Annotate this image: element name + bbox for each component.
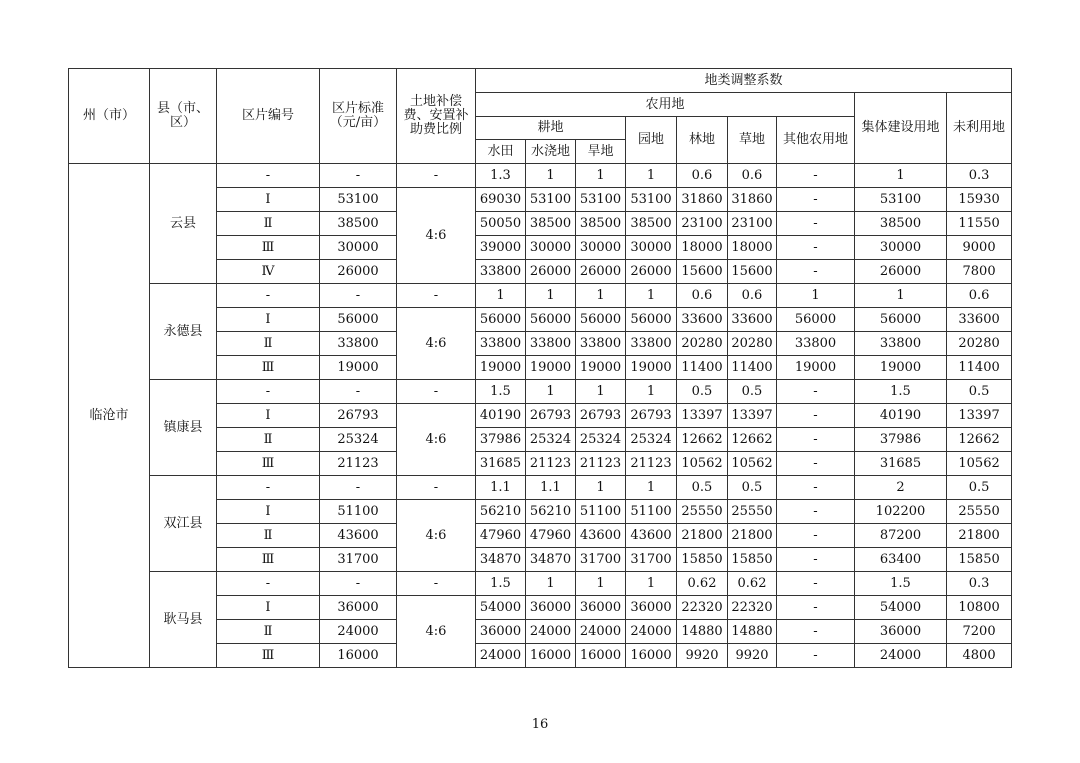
zone-std-cell: 25324 xyxy=(320,428,397,452)
value-cell: 11400 xyxy=(728,356,777,380)
coef-cell: 0.62 xyxy=(677,572,728,596)
header-forest: 林地 xyxy=(677,117,728,164)
value-cell: 16000 xyxy=(526,644,576,668)
value-cell: 12662 xyxy=(677,428,728,452)
coef-cell: 1 xyxy=(526,164,576,188)
header-arable: 耕地 xyxy=(476,117,626,140)
coef-cell: - xyxy=(777,476,855,500)
value-cell: 33800 xyxy=(476,332,526,356)
value-cell: 12662 xyxy=(947,428,1012,452)
value-cell: 9920 xyxy=(728,644,777,668)
value-cell: 31700 xyxy=(576,548,626,572)
value-cell: 24000 xyxy=(476,644,526,668)
zone-id-cell: Ⅰ xyxy=(217,308,320,332)
value-cell: 33800 xyxy=(777,332,855,356)
value-cell: 69030 xyxy=(476,188,526,212)
zone-std-cell: 51100 xyxy=(320,500,397,524)
header-county: 县（市、区） xyxy=(150,69,217,164)
value-cell: 33800 xyxy=(526,332,576,356)
coef-cell: - xyxy=(320,572,397,596)
value-cell: 63400 xyxy=(855,548,947,572)
zone-std-cell: 21123 xyxy=(320,452,397,476)
coef-row xyxy=(69,572,1012,596)
value-cell: 20280 xyxy=(947,332,1012,356)
value-cell: 51100 xyxy=(626,500,677,524)
value-cell: 11400 xyxy=(947,356,1012,380)
value-cell: 30000 xyxy=(576,236,626,260)
value-cell: 33600 xyxy=(947,308,1012,332)
coef-cell: 0.5 xyxy=(947,380,1012,404)
value-cell: 24000 xyxy=(626,620,677,644)
value-cell: - xyxy=(777,500,855,524)
value-cell: 21123 xyxy=(526,452,576,476)
coef-cell: 1 xyxy=(626,380,677,404)
value-cell: 39000 xyxy=(476,236,526,260)
coef-cell: 1.1 xyxy=(476,476,526,500)
header-collective: 集体建设用地 xyxy=(855,93,947,164)
value-cell: 26793 xyxy=(526,404,576,428)
value-cell: 33800 xyxy=(576,332,626,356)
value-cell: 12662 xyxy=(728,428,777,452)
zone-std-cell: 19000 xyxy=(320,356,397,380)
coef-cell: - xyxy=(397,380,476,404)
zone-id-cell: Ⅰ xyxy=(217,596,320,620)
coef-cell: - xyxy=(320,476,397,500)
coef-cell: 1 xyxy=(777,284,855,308)
value-cell: 43600 xyxy=(626,524,677,548)
coef-cell: - xyxy=(217,476,320,500)
value-cell: 25550 xyxy=(947,500,1012,524)
value-cell: 19000 xyxy=(576,356,626,380)
value-cell: 50050 xyxy=(476,212,526,236)
value-cell: 38500 xyxy=(576,212,626,236)
value-cell: 31860 xyxy=(677,188,728,212)
value-cell: 34870 xyxy=(526,548,576,572)
value-cell: 56000 xyxy=(576,308,626,332)
coef-cell: 1.1 xyxy=(526,476,576,500)
zone-id-cell: Ⅱ xyxy=(217,332,320,356)
header-prefecture: 州（市） xyxy=(69,69,150,164)
ratio-cell: 4:6 xyxy=(397,404,476,476)
coef-cell: 1 xyxy=(626,284,677,308)
coef-cell: 1 xyxy=(576,572,626,596)
zone-id-cell: Ⅱ xyxy=(217,428,320,452)
value-cell: 20280 xyxy=(728,332,777,356)
coef-row xyxy=(69,284,1012,308)
header-grass: 草地 xyxy=(728,117,777,164)
zone-id-cell: Ⅰ xyxy=(217,500,320,524)
value-cell: 4800 xyxy=(947,644,1012,668)
value-cell: 25324 xyxy=(626,428,677,452)
value-cell: 14880 xyxy=(728,620,777,644)
value-cell: 21800 xyxy=(677,524,728,548)
zone-std-cell: 30000 xyxy=(320,236,397,260)
value-cell: 13397 xyxy=(947,404,1012,428)
coef-cell: 1 xyxy=(576,284,626,308)
value-cell: - xyxy=(777,452,855,476)
zone-id-cell: Ⅲ xyxy=(217,548,320,572)
value-cell: 31685 xyxy=(855,452,947,476)
value-cell: 10800 xyxy=(947,596,1012,620)
value-cell: 24000 xyxy=(576,620,626,644)
value-cell: - xyxy=(777,548,855,572)
value-cell: 9920 xyxy=(677,644,728,668)
value-cell: - xyxy=(777,428,855,452)
header-garden: 园地 xyxy=(626,117,677,164)
value-cell: 22320 xyxy=(728,596,777,620)
value-cell: 24000 xyxy=(855,644,947,668)
coef-cell: 1 xyxy=(855,284,947,308)
value-cell: 22320 xyxy=(677,596,728,620)
value-cell: 40190 xyxy=(855,404,947,428)
header-coef: 地类调整系数 xyxy=(476,69,1012,93)
coef-row xyxy=(69,476,1012,500)
coef-cell: 0.3 xyxy=(947,164,1012,188)
value-cell: 15930 xyxy=(947,188,1012,212)
value-cell: - xyxy=(777,524,855,548)
value-cell: 15600 xyxy=(677,260,728,284)
county-cell: 镇康县 xyxy=(150,380,217,476)
value-cell: - xyxy=(777,620,855,644)
coef-cell: - xyxy=(320,164,397,188)
value-cell: 31860 xyxy=(728,188,777,212)
value-cell: 18000 xyxy=(677,236,728,260)
ratio-cell: 4:6 xyxy=(397,500,476,572)
value-cell: 34870 xyxy=(476,548,526,572)
value-cell: 31700 xyxy=(626,548,677,572)
value-cell: 36000 xyxy=(855,620,947,644)
value-cell: 15850 xyxy=(677,548,728,572)
value-cell: 15850 xyxy=(947,548,1012,572)
value-cell: - xyxy=(777,236,855,260)
value-cell: 25324 xyxy=(526,428,576,452)
coef-cell: - xyxy=(397,164,476,188)
value-cell: 13397 xyxy=(677,404,728,428)
zone-std-cell: 56000 xyxy=(320,308,397,332)
value-cell: 38500 xyxy=(626,212,677,236)
value-cell: 15850 xyxy=(728,548,777,572)
coef-cell: 1 xyxy=(526,284,576,308)
coef-row xyxy=(69,380,1012,404)
value-cell: 56000 xyxy=(476,308,526,332)
value-cell: - xyxy=(777,644,855,668)
value-cell: 47960 xyxy=(526,524,576,548)
coef-cell: 1.5 xyxy=(855,380,947,404)
coef-cell: 1 xyxy=(626,476,677,500)
value-cell: 21800 xyxy=(728,524,777,548)
value-cell: 26793 xyxy=(576,404,626,428)
coef-cell: - xyxy=(777,164,855,188)
value-cell: 87200 xyxy=(855,524,947,548)
zone-id-cell: Ⅲ xyxy=(217,356,320,380)
value-cell: 26000 xyxy=(526,260,576,284)
zone-std-cell: 33800 xyxy=(320,332,397,356)
value-cell: 56210 xyxy=(476,500,526,524)
value-cell: 102200 xyxy=(855,500,947,524)
coef-cell: 2 xyxy=(855,476,947,500)
value-cell: 36000 xyxy=(526,596,576,620)
zone-id-cell: Ⅰ xyxy=(217,404,320,428)
zone-std-cell: 24000 xyxy=(320,620,397,644)
value-cell: 53100 xyxy=(526,188,576,212)
county-cell: 云县 xyxy=(150,164,217,284)
value-cell: 14880 xyxy=(677,620,728,644)
page-number: 16 xyxy=(531,717,549,732)
value-cell: 37986 xyxy=(855,428,947,452)
value-cell: - xyxy=(777,596,855,620)
value-cell: 53100 xyxy=(626,188,677,212)
header-ratio: 土地补偿费、安置补助费比例 xyxy=(397,69,476,164)
coef-cell: 1 xyxy=(476,284,526,308)
zone-id-cell: Ⅲ xyxy=(217,452,320,476)
value-cell: 26000 xyxy=(576,260,626,284)
value-cell: 10562 xyxy=(728,452,777,476)
ratio-cell: 4:6 xyxy=(397,188,476,284)
header-irrigated: 水浇地 xyxy=(526,140,576,164)
zone-id-cell: Ⅲ xyxy=(217,236,320,260)
coef-cell: - xyxy=(320,284,397,308)
coef-cell: 1 xyxy=(626,572,677,596)
zone-std-cell: 43600 xyxy=(320,524,397,548)
coef-cell: 0.5 xyxy=(728,380,777,404)
zone-std-cell: 36000 xyxy=(320,596,397,620)
coef-cell: 0.5 xyxy=(947,476,1012,500)
value-cell: 56000 xyxy=(855,308,947,332)
zone-id-cell: Ⅱ xyxy=(217,524,320,548)
coef-cell: - xyxy=(217,380,320,404)
coef-cell: 0.6 xyxy=(947,284,1012,308)
value-cell: 19000 xyxy=(526,356,576,380)
value-cell: 38500 xyxy=(526,212,576,236)
value-cell: 25550 xyxy=(677,500,728,524)
value-cell: 30000 xyxy=(855,236,947,260)
value-cell: - xyxy=(777,212,855,236)
zone-std-cell: 26000 xyxy=(320,260,397,284)
value-cell: 33800 xyxy=(855,332,947,356)
value-cell: 53100 xyxy=(855,188,947,212)
value-cell: 15600 xyxy=(728,260,777,284)
coef-cell: - xyxy=(397,476,476,500)
zone-id-cell: Ⅳ xyxy=(217,260,320,284)
value-cell: 21800 xyxy=(947,524,1012,548)
value-cell: 36000 xyxy=(626,596,677,620)
value-cell: 30000 xyxy=(526,236,576,260)
value-cell: 21123 xyxy=(626,452,677,476)
coef-cell: 1.5 xyxy=(476,380,526,404)
zone-std-cell: 53100 xyxy=(320,188,397,212)
value-cell: 23100 xyxy=(677,212,728,236)
value-cell: 31685 xyxy=(476,452,526,476)
coef-cell: - xyxy=(217,572,320,596)
zone-std-cell: 31700 xyxy=(320,548,397,572)
value-cell: 51100 xyxy=(576,500,626,524)
value-cell: 56000 xyxy=(777,308,855,332)
value-cell: 20280 xyxy=(677,332,728,356)
coef-row xyxy=(69,164,1012,188)
value-cell: 11400 xyxy=(677,356,728,380)
coef-cell: 1.5 xyxy=(855,572,947,596)
county-cell: 双江县 xyxy=(150,476,217,572)
value-cell: 43600 xyxy=(576,524,626,548)
header-zone-std: 区片标准（元/亩） xyxy=(320,69,397,164)
value-cell: 30000 xyxy=(626,236,677,260)
coef-cell: 0.62 xyxy=(728,572,777,596)
coef-cell: 1 xyxy=(576,476,626,500)
coef-cell: - xyxy=(777,380,855,404)
value-cell: 18000 xyxy=(728,236,777,260)
coef-cell: - xyxy=(777,572,855,596)
value-cell: 56000 xyxy=(626,308,677,332)
value-cell: 40190 xyxy=(476,404,526,428)
value-cell: 47960 xyxy=(476,524,526,548)
ratio-cell: 4:6 xyxy=(397,308,476,380)
coef-cell: - xyxy=(397,572,476,596)
value-cell: 26793 xyxy=(626,404,677,428)
value-cell: 54000 xyxy=(476,596,526,620)
zone-id-cell: Ⅲ xyxy=(217,644,320,668)
prefecture-cell: 临沧市 xyxy=(69,164,150,668)
zone-std-cell: 38500 xyxy=(320,212,397,236)
ratio-cell: 4:6 xyxy=(397,596,476,668)
coef-cell: - xyxy=(320,380,397,404)
coef-cell: 1 xyxy=(526,572,576,596)
value-cell: 37986 xyxy=(476,428,526,452)
coef-cell: 1 xyxy=(855,164,947,188)
value-cell: 19000 xyxy=(855,356,947,380)
value-cell: 16000 xyxy=(626,644,677,668)
value-cell: 11550 xyxy=(947,212,1012,236)
coef-cell: 1.3 xyxy=(476,164,526,188)
value-cell: 25550 xyxy=(728,500,777,524)
value-cell: 10562 xyxy=(677,452,728,476)
header-zone-no: 区片编号 xyxy=(217,69,320,164)
coef-cell: 1 xyxy=(576,164,626,188)
coef-cell: 1.5 xyxy=(476,572,526,596)
coef-cell: 1 xyxy=(526,380,576,404)
coef-cell: 0.6 xyxy=(677,164,728,188)
value-cell: 24000 xyxy=(526,620,576,644)
county-cell: 永德县 xyxy=(150,284,217,380)
value-cell: 19000 xyxy=(777,356,855,380)
header-dry: 旱地 xyxy=(576,140,626,164)
zone-id-cell: Ⅱ xyxy=(217,620,320,644)
coef-cell: - xyxy=(217,284,320,308)
coef-cell: 0.5 xyxy=(677,380,728,404)
value-cell: 33600 xyxy=(677,308,728,332)
value-cell: 38500 xyxy=(855,212,947,236)
value-cell: 26000 xyxy=(855,260,947,284)
zone-std-cell: 26793 xyxy=(320,404,397,428)
value-cell: 56000 xyxy=(526,308,576,332)
value-cell: 33600 xyxy=(728,308,777,332)
compensation-table xyxy=(68,68,1012,668)
value-cell: - xyxy=(777,260,855,284)
value-cell: 7800 xyxy=(947,260,1012,284)
value-cell: 9000 xyxy=(947,236,1012,260)
coef-cell: - xyxy=(397,284,476,308)
coef-cell: 1 xyxy=(576,380,626,404)
value-cell: 25324 xyxy=(576,428,626,452)
coef-cell: 0.3 xyxy=(947,572,1012,596)
coef-cell: 0.6 xyxy=(677,284,728,308)
value-cell: 36000 xyxy=(476,620,526,644)
coef-cell: - xyxy=(217,164,320,188)
coef-cell: 0.6 xyxy=(728,164,777,188)
header-other-agri: 其他农用地 xyxy=(777,117,855,164)
value-cell: 26000 xyxy=(626,260,677,284)
value-cell: 16000 xyxy=(576,644,626,668)
value-cell: - xyxy=(777,188,855,212)
county-cell: 耿马县 xyxy=(150,572,217,668)
zone-std-cell: 16000 xyxy=(320,644,397,668)
value-cell: 19000 xyxy=(626,356,677,380)
coef-cell: 0.5 xyxy=(728,476,777,500)
value-cell: 56210 xyxy=(526,500,576,524)
coef-cell: 0.6 xyxy=(728,284,777,308)
value-cell: 13397 xyxy=(728,404,777,428)
header-unused: 未利用地 xyxy=(947,93,1012,164)
value-cell: 23100 xyxy=(728,212,777,236)
value-cell: 54000 xyxy=(855,596,947,620)
value-cell: 7200 xyxy=(947,620,1012,644)
value-cell: 33800 xyxy=(626,332,677,356)
coef-cell: 0.5 xyxy=(677,476,728,500)
value-cell: 21123 xyxy=(576,452,626,476)
value-cell: - xyxy=(777,404,855,428)
value-cell: 19000 xyxy=(476,356,526,380)
value-cell: 33800 xyxy=(476,260,526,284)
header-agri: 农用地 xyxy=(476,93,855,117)
value-cell: 53100 xyxy=(576,188,626,212)
coef-cell: 1 xyxy=(626,164,677,188)
value-cell: 10562 xyxy=(947,452,1012,476)
zone-id-cell: Ⅱ xyxy=(217,212,320,236)
header-paddy: 水田 xyxy=(476,140,526,164)
value-cell: 36000 xyxy=(576,596,626,620)
zone-id-cell: Ⅰ xyxy=(217,188,320,212)
